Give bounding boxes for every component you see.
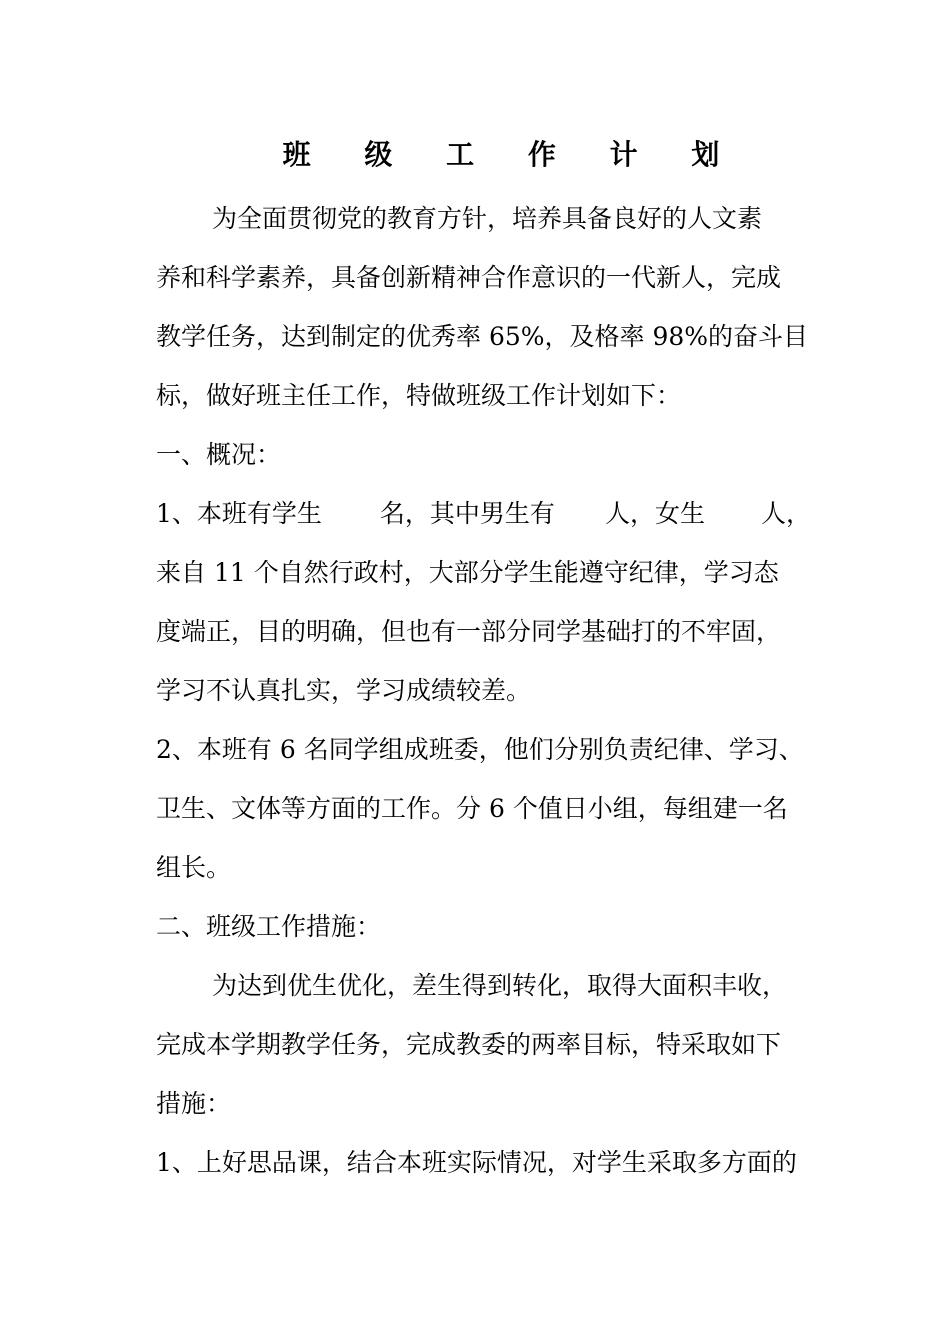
section-heading: 二、班级工作措施： — [156, 912, 382, 941]
paragraph-line: 标，做好班主任工作，特做班级工作计划如下： — [156, 381, 682, 410]
stats-text: 1、本班有学生 — [156, 499, 322, 528]
paragraph-line: 度端正，目的明确，但也有一部分同学基础打的不牢固， — [156, 617, 782, 646]
paragraph-line: 来自 11 个自然行政村，大部分学生能遵守纪律，学习态 — [156, 558, 779, 587]
paragraph-line: 措施： — [156, 1089, 232, 1118]
stats-text: 人， — [760, 499, 811, 528]
stats-text: 名，其中男生有 — [379, 499, 555, 528]
section-heading: 一、概况： — [156, 440, 282, 469]
stats-text: 人，女生 — [604, 499, 705, 528]
paragraph-line: 为达到优生优化，差生得到转化，取得大面积丰收， — [212, 971, 788, 1000]
paragraph-line: 组长。 — [156, 853, 232, 882]
paragraph-line: 为全面贯彻党的教育方针，培养具备良好的人文素 — [212, 204, 763, 233]
paragraph-line: 1、上好思品课，结合本班实际情况，对学生采取多方面的 — [156, 1148, 797, 1177]
stats-line — [156, 484, 846, 543]
paragraph-line: 养和科学素养，具备创新精神合作意识的一代新人，完成 — [156, 263, 782, 292]
paragraph-line: 完成本学期教学任务，完成教委的两率目标，特采取如下 — [156, 1030, 782, 1059]
paragraph-line: 卫生、文体等方面的工作。分 6 个值日小组，每组建一名 — [156, 794, 788, 823]
document-title: 班 级 工 作 计 划 — [282, 138, 742, 171]
paragraph-line: 学习不认真扎实，学习成绩较差。 — [156, 676, 532, 705]
paragraph-line: 教学任务，达到制定的优秀率 65%，及格率 98%的奋斗目 — [156, 322, 809, 351]
paragraph-line: 2、本班有 6 名同学组成班委，他们分别负责纪律、学习、 — [156, 735, 804, 764]
document-body — [156, 189, 846, 1192]
